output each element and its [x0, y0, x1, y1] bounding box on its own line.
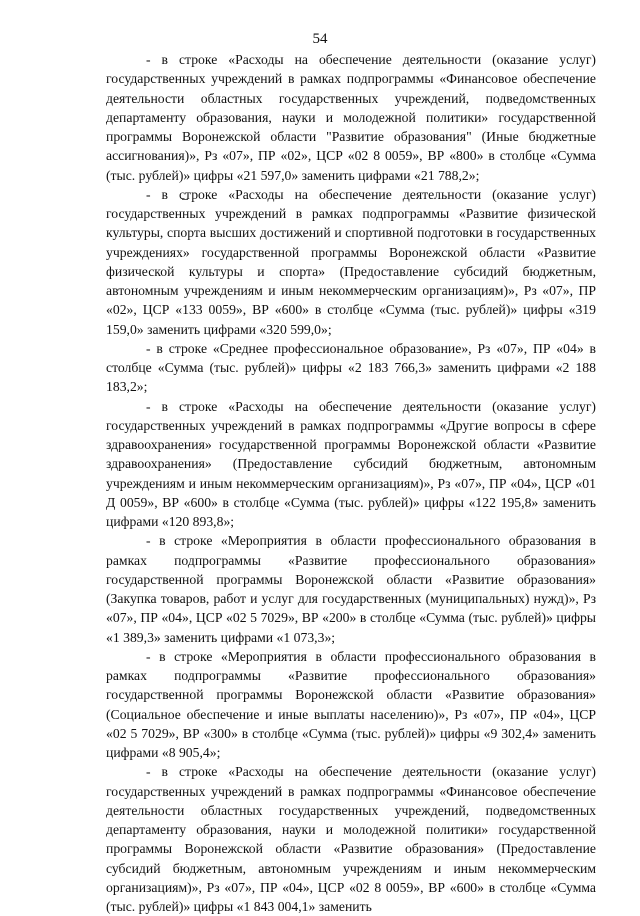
amendment-paragraph-3: - в строке «Среднее профессиональное образование», Рз «07», ПР «04» в столбце «Сумма (тыс. рублей)» цифры «2 183 766,3» заменить цифрами «2 188 183,2»;: [106, 340, 596, 395]
amendment-paragraph-5: - в строке «Мероприятия в области профессионального образования в рамках подпрограммы «Развитие профессионального образования» государственной программы Воронежской области «Развитие образования» (Закупка товаров, работ и услуг для государственных (муниципальных) нужд)», Рз «07», ПР «04», ЦСР «02 5 7029», ВР «200» в столбце «Сумма (тыс. рублей)» цифры «1 389,3» заменить цифрами «1 073,3»;: [106, 533, 596, 645]
amendment-paragraph-2: - в строке «Расходы на обеспечение деятельности (оказание услуг) государственных учреждений в рамках подпрограммы «Развитие физической культуры, спорта высших достижений и спортивной подготовки в государственных учреждениях» государственной программы Воронежской области «Развитие физической культуры и спорта» (Предоставление субсидий бюджетным, автономным учреждениям и иным некоммерческим организациям)», Рз «07», ПР «02», ЦСР «133 0059», ВР «600» в столбце «Сумма (тыс. рублей)» цифры «319 159,0» заменить цифрами «320 599,0»;: [106, 186, 596, 337]
document-body: [106, 50, 596, 916]
amendment-paragraph-4: - в строке «Расходы на обеспечение деятельности (оказание услуг) государственных учреждений в рамках подпрограммы «Другие вопросы в сфере здравоохранения» государственной программы Воронежской области «Развитие здравоохранения» (Предоставление субсидий бюджетным, автономным учреждениям и иным некоммерческим организациям)», Рз «07», ПР «04», ЦСР «01 Д 0059», ВР «600» в столбце «Сумма (тыс. рублей)» цифры «122 195,8» заменить цифрами «120 893,8»;: [106, 398, 596, 529]
amendment-paragraph-7: - в строке «Расходы на обеспечение деятельности (оказание услуг) государственных учреждений в рамках подпрограммы «Финансовое обеспечение деятельности областных государственных учреждений, подведомственных департаменту образования, науки и молодежной политики» государственной программы Воронежской области «Развитие образования» (Предоставление субсидий бюджетным, автономным учреждениям и иным некоммерческим организациям)», Рз «07», ПР «04», ЦСР «02 8 0059», ВР «600» в столбце «Сумма (тыс. рублей)» цифры «1 843 004,1» заменить: [106, 764, 596, 914]
amendment-paragraph-1: - в строке «Расходы на обеспечение деятельности (оказание услуг) государственных учреждений в рамках подпрограммы «Финансовое обеспечение деятельности областных государственных учреждений, подведомственных департаменту образования, науки и молодежной политики» государственной программы Воронежской области "Развитие образования" (Иные бюджетные ассигнования)», Рз «07», ПР «02», ЦСР «02 8 0059», ВР «800» в столбце «Сумма (тыс. рублей)» цифры «21 597,0» заменить цифрами «21 788,2»;: [106, 52, 596, 183]
amendment-paragraph-6: - в строке «Мероприятия в области профессионального образования в рамках подпрограммы «Развитие профессионального образования» государственной программы Воронежской области «Развитие образования» (Социальное обеспечение и иные выплаты населению)», Рз «07», ПР «04», ЦСР «02 5 7029», ВР «300» в столбце «Сумма (тыс. рублей)» цифры «9 302,4» заменить цифрами «8 905,4»;: [106, 648, 596, 760]
page-number: 54: [312, 31, 328, 47]
